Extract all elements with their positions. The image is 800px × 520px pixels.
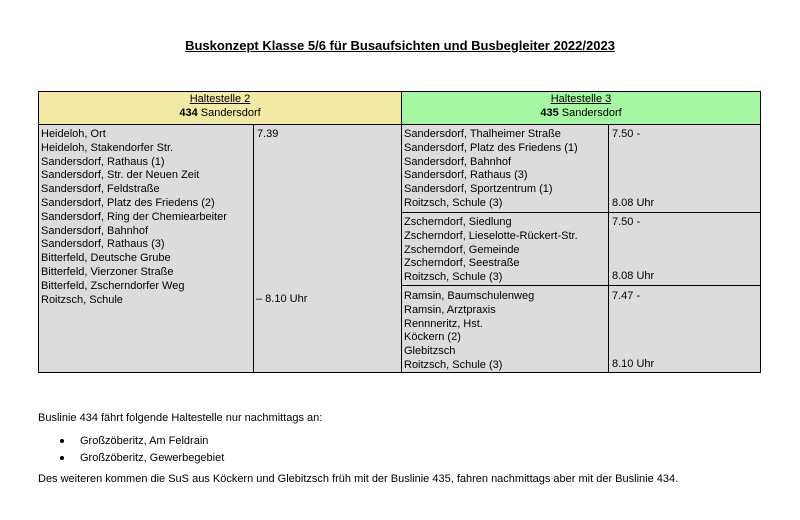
list-item: Sandersdorf, Bahnhof xyxy=(41,224,149,237)
list-item: Zscherndorf, Siedlung xyxy=(404,216,512,228)
list-item: Sandersdorf, Ring der Chemiearbeiter xyxy=(41,210,227,223)
right-group-3-time-end: 8.10 Uhr xyxy=(612,358,655,370)
list-item: Bitterfeld, Deutsche Grube xyxy=(41,252,171,265)
list-item: Ramsin, Arztpraxis xyxy=(404,303,496,316)
list-item: Roitzsch, Schule xyxy=(41,293,123,306)
list-item: Sandersdorf, Rathaus (1) xyxy=(41,155,165,168)
right-group-1-time-end: 8.08 Uhr xyxy=(612,197,655,209)
note-footer: Des weiteren kommen die SuS aus Köckern und Glebitzsch früh mit der Buslinie 435, fahren nachmittags aber mit der Buslinie 434. xyxy=(38,473,679,485)
right-group-2-stops xyxy=(402,214,608,285)
list-item: Ramsin, Baumschulenweg xyxy=(404,290,535,302)
left-stop-list xyxy=(39,126,253,307)
list-item: Sandersdorf, Platz des Friedens (1) xyxy=(404,141,578,154)
list-item: Zscherndorf, Lieselotte-Rückert-Str. xyxy=(404,229,578,242)
list-item: Sandersdorf, Str. der Neuen Zeit xyxy=(41,169,200,182)
list-item: Sandersdorf, Thalheimer Straße xyxy=(404,128,561,140)
left-time-divider xyxy=(253,125,254,372)
right-route-place: Sandersdorf xyxy=(558,106,622,119)
bullet-text: Großzöberitz, Am Feldrain xyxy=(80,435,209,447)
right-group-divider-1 xyxy=(402,212,760,213)
right-group-2-time-end: 8.08 Uhr xyxy=(612,270,655,282)
list-item: Sandersdorf, Sportzentrum (1) xyxy=(404,183,553,196)
list-item: Roitzsch, Schule (3) xyxy=(404,358,503,371)
list-item: Heideloh, Stakendorfer Str. xyxy=(41,141,174,154)
list-item: Bitterfeld, Zscherndorfer Weg xyxy=(41,279,185,292)
list-item: Roitzsch, Schule (3) xyxy=(404,271,503,284)
right-time-divider xyxy=(608,125,609,372)
bullet-icon xyxy=(60,456,64,460)
right-group-3-time-start: 7.47 - xyxy=(612,290,641,302)
list-item: Sandersdorf, Bahnhof xyxy=(404,155,512,168)
right-route-number: 435 xyxy=(540,106,559,119)
list-item: Bitterfeld, Vierzoner Straße xyxy=(41,265,174,278)
left-stop-label: Haltestelle 2 xyxy=(189,93,251,105)
right-stop-label: Haltestelle 3 xyxy=(550,93,612,105)
header-left xyxy=(39,92,401,124)
bullet-text: Großzöberitz, Gewerbegebiet xyxy=(80,452,225,464)
left-route-number: 434 xyxy=(179,106,198,119)
list-item xyxy=(56,451,224,468)
right-group-1-time-start: 7.50 - xyxy=(612,128,641,140)
list-item: Sandersdorf, Feldstraße xyxy=(41,183,160,196)
left-route-place: Sandersdorf xyxy=(197,106,261,119)
left-time-start: 7.39 xyxy=(257,128,279,140)
header-divider xyxy=(39,124,760,125)
bullet-icon xyxy=(60,439,64,443)
list-item: Sandersdorf, Rathaus (3) xyxy=(41,238,165,251)
list-item: Zscherndorf, Seestraße xyxy=(404,257,520,270)
page-title: Buskonzept Klasse 5/6 für Busaufsichten und Busbegleiter 2022/2023 xyxy=(185,38,615,53)
right-group-3-stops xyxy=(402,288,608,373)
right-group-divider-2 xyxy=(402,285,760,286)
note-intro: Buslinie 434 fährt folgende Haltestelle nur nachmittags an: xyxy=(38,412,323,424)
list-item xyxy=(56,434,224,451)
list-item: Sandersdorf, Rathaus (3) xyxy=(404,169,528,182)
bus-schedule-table xyxy=(38,91,761,373)
right-group-1-stops xyxy=(402,126,608,211)
list-item: Heideloh, Ort xyxy=(41,128,106,140)
list-item: Roitzsch, Schule (3) xyxy=(404,196,503,209)
list-item: Rennneritz, Hst. xyxy=(404,317,483,330)
list-item: Köckern (2) xyxy=(404,331,461,344)
list-item: Glebitzsch xyxy=(404,345,456,358)
header-right xyxy=(402,92,760,124)
right-route xyxy=(402,107,760,121)
left-route xyxy=(39,107,401,121)
list-item: Sandersdorf, Platz des Friedens (2) xyxy=(41,196,215,209)
list-item: Zscherndorf, Gemeinde xyxy=(404,243,520,256)
left-time-end: – 8.10 Uhr xyxy=(256,293,308,305)
right-group-2-time-start: 7.50 - xyxy=(612,216,641,228)
bullet-list xyxy=(56,434,224,468)
